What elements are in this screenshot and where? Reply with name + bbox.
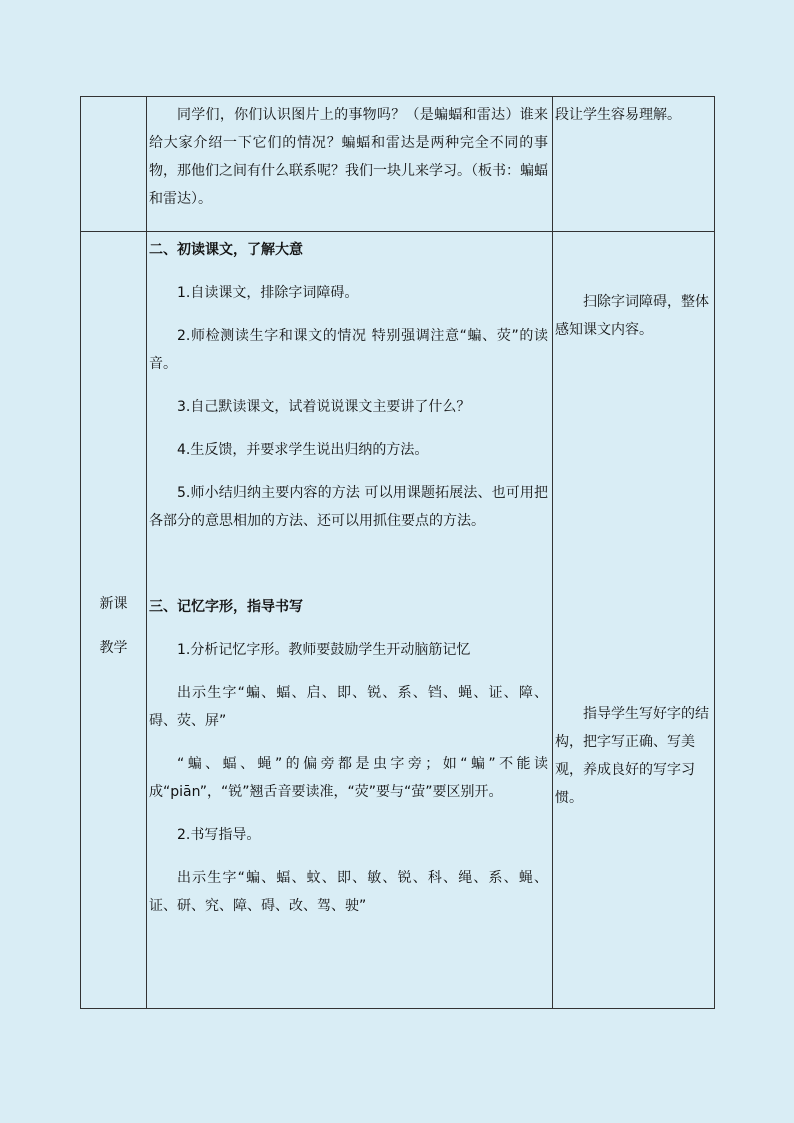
writing-step-1: 1.分析记忆字形。教师要鼓励学生开动脑筋记忆	[177, 642, 471, 658]
table-row	[81, 232, 715, 1009]
section-heading-reading: 二、初读课文，了解大意	[149, 242, 303, 258]
section-heading-writing: 三、记忆字形，指导书写	[149, 599, 303, 615]
reading-step-2: 2.师检测读生字和课文的情况 特别强调注意“蝙、荧”的读音。	[149, 328, 548, 372]
lesson-plan-table	[80, 96, 715, 1009]
writing-step-1-detail: “蝙、蝠、蝇”的偏旁都是虫字旁；如“蝙”不能读成“piān”，“锐”翘舌音要读准，“荧”要与“萤”要区别开。	[149, 756, 548, 800]
new-lesson-content-cell	[147, 232, 553, 1009]
reading-note: 扫除字词障碍，整体感知课文内容。	[555, 294, 709, 338]
new-lesson-note-cell	[553, 232, 715, 1009]
reading-step-1: 1.自读课文，排除字词障碍。	[177, 285, 359, 301]
lesson-plan-sheet	[80, 96, 714, 1000]
reading-step-4: 4.生反馈，并要求学生说出归纳的方法。	[177, 442, 429, 458]
writing-note: 指导学生写好字的结构，把字写正确、写美观，养成良好的写字习惯。	[555, 706, 709, 806]
table-row	[81, 97, 715, 232]
stage-label-cell	[81, 232, 147, 1009]
stage-label-line1: 新课	[99, 596, 128, 612]
intro-note-cell	[553, 97, 715, 232]
intro-paragraph: 同学们，你们认识图片上的事物吗？（是蝙蝠和雷达）谁来给大家介绍一下它们的情况？蝙蝠和雷达是两种完全不同的事物，那他们之间有什么联系呢？我们一块儿来学习。（板书：蝙蝠和雷达）。	[149, 107, 548, 207]
intro-content-cell	[147, 97, 553, 232]
stage-label-cell-empty	[81, 97, 147, 232]
stage-label-line2: 教学	[99, 640, 128, 656]
writing-step-2-chars: 出示生字“蝙、蝠、蚊、即、敏、锐、科、绳、系、蝇、证、研、究、障、碍、改、驾、驶”	[149, 870, 548, 914]
reading-step-3: 3.自己默读课文，试着说说课文主要讲了什么？	[177, 399, 471, 415]
writing-step-2: 2.书写指导。	[177, 827, 261, 843]
writing-step-1-chars: 出示生字“蝙、蝠、启、即、锐、系、铛、蝇、证、障、碍、荧、屏”	[149, 685, 548, 729]
reading-step-5: 5.师小结归纳主要内容的方法 可以用课题拓展法、也可用把各部分的意思相加的方法、还可以用抓住要点的方法。	[149, 485, 548, 529]
intro-note: 段让学生容易理解。	[555, 107, 681, 123]
